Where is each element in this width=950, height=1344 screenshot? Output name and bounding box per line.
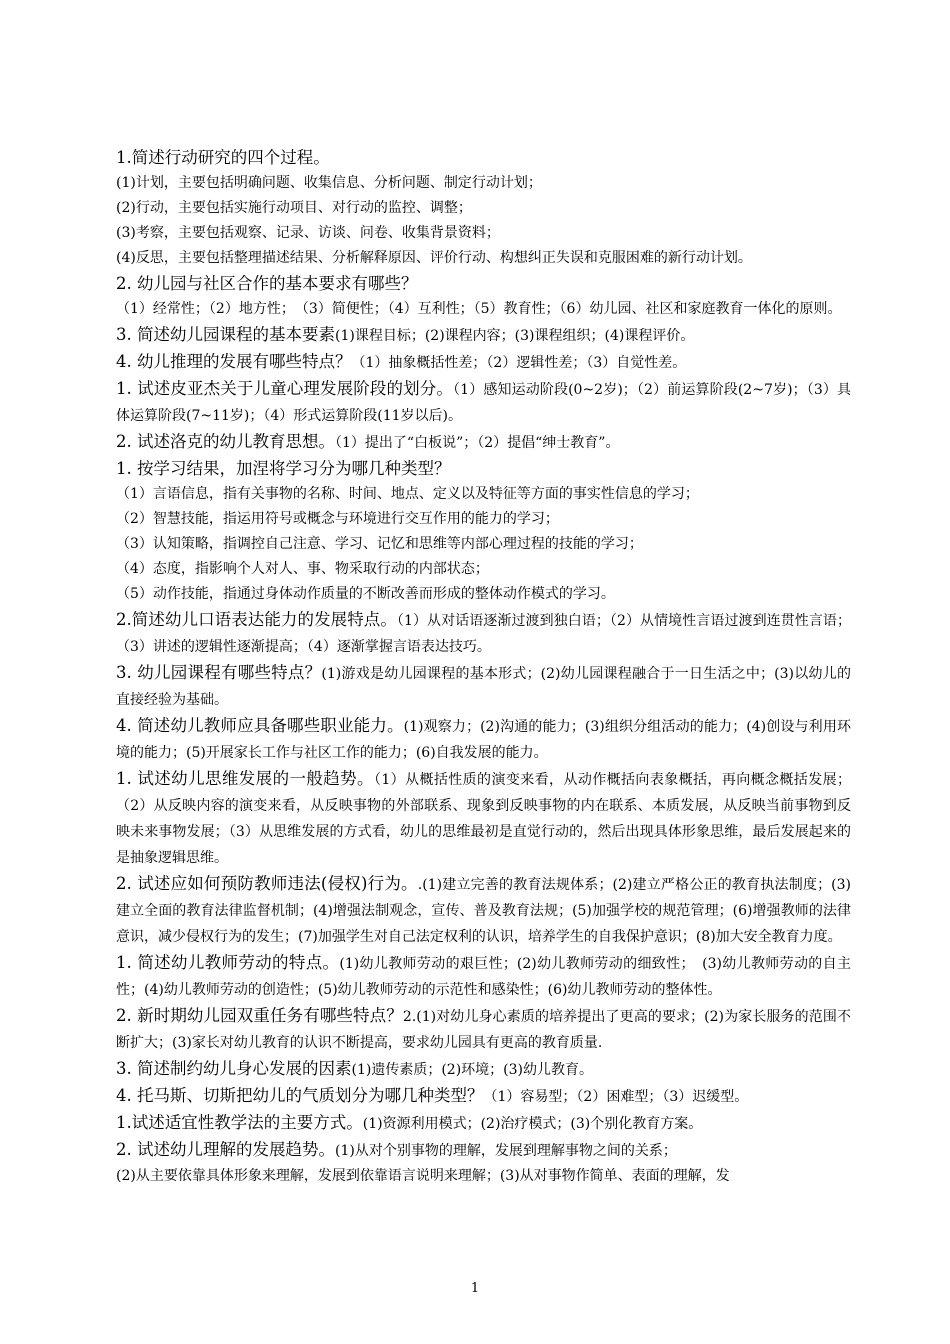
- answer-text: （1）提出了“白板说”；（2）提倡“绅士教育”。: [335, 435, 620, 451]
- answer-line: [116, 482, 851, 507]
- question-block: [116, 429, 851, 456]
- question-block: [116, 1083, 851, 1110]
- answer-text: （2）智慧技能，指运用符号或概念与环境进行交互作用的能力的学习；: [116, 511, 559, 527]
- question-title: 3. 幼儿园课程有哪些特点？: [116, 663, 322, 682]
- question-title: 4. 托马斯、切斯把幼儿的气质划分为哪几种类型？: [116, 1086, 484, 1105]
- question-title: 1.简述行动研究的四个过程。: [116, 148, 330, 167]
- answer-line: [116, 171, 851, 196]
- answer-text: (1)幼儿教师劳动的艰巨性；(2)幼儿教师劳动的细致性； (3)幼儿教师劳动的自主性；(4)幼儿教师劳动的创造性；(5)幼儿教师劳动的示范性和感染性；(6)幼儿教师劳动的整体性。: [116, 956, 851, 998]
- answer-line: [116, 582, 851, 607]
- question-block: [116, 1003, 851, 1056]
- answer-text: （4）态度，指影响个人对人、事、物采取行动的内部状态；: [116, 561, 489, 577]
- question-title: 2. 新时期幼儿园双重任务有哪些特点？: [116, 1006, 403, 1025]
- question-title: 2. 试述应如何预防教师违法(侵权)行为。: [116, 874, 418, 893]
- answer-line: [116, 557, 851, 582]
- answer-text: （1）抽象概括性差；（2）逻辑性差；（3）自觉性差。: [351, 355, 687, 371]
- question-block: [116, 1110, 851, 1137]
- answer-line: [116, 297, 851, 322]
- answer-text: (2)从主要依靠具体形象来理解，发展到依靠语言说明来理解；(3)从对事物作简单、表面的理解，发: [116, 1168, 730, 1184]
- answer-line: [116, 221, 851, 246]
- answer-text: (1)资源利用模式；(2)治疗模式；(3)个别化教育方案。: [362, 1116, 703, 1132]
- question-title: 1. 简述幼儿教师劳动的特点。: [116, 953, 340, 972]
- answer-line: [116, 1164, 851, 1189]
- question-block: [116, 376, 851, 429]
- question-title: 2.简述幼儿口语表达能力的发展特点。: [116, 610, 397, 629]
- answer-text: (1)课程目标；(2)课程内容；(3)课程组织；(4)课程评价。: [335, 328, 695, 344]
- answer-text: （1）容易型；（2）困难型；（3）迟缓型。: [483, 1089, 749, 1105]
- answer-text: （1）感知运动阶段(0~2岁)；（2）前运算阶段(2~7岁)；（3）具体运算阶段(7~11岁)；（4）形式运算阶段(11岁以后)。: [116, 382, 851, 424]
- answer-text: （3）认知策略，指调控自己注意、学习、记忆和思维等内部心理过程的技能的学习；: [116, 536, 643, 552]
- answer-text: （1）言语信息，指有关事物的名称、时间、地点、定义以及特征等方面的事实性信息的学习；: [116, 486, 699, 502]
- question-block: [116, 950, 851, 1003]
- page-number: 1: [470, 1281, 480, 1296]
- question-title: 3. 简述幼儿园课程的基本要素: [116, 325, 335, 344]
- question-block: [116, 713, 851, 766]
- answer-line: [116, 507, 851, 532]
- answer-text: (1)从对个别事物的理解，发展到理解事物之间的关系；: [335, 1143, 677, 1159]
- question-title: 3. 简述制约幼儿身心发展的因素: [116, 1059, 352, 1078]
- question-title: 1. 试述幼儿思维发展的一般趋势。: [116, 769, 374, 788]
- answer-text: （1）从对话语逐渐过渡到独白语；（2）从情境性言语过渡到连贯性言语；（3）讲述的逻辑性逐渐提高；（4）逐渐掌握言语表达技巧。: [116, 613, 852, 655]
- question-title: 2. 幼儿园与社区合作的基本要求有哪些？: [116, 274, 418, 293]
- answer-text: (3)考察，主要包括观察、记录、访谈、问卷、收集背景资料；: [116, 225, 500, 241]
- question-title: 1. 试述皮亚杰关于儿童心理发展阶段的划分。: [116, 379, 454, 398]
- answer-text: (1)计划，主要包括明确问题、收集信息、分析问题、制定行动计划；: [116, 175, 542, 191]
- question-title: 4. 简述幼儿教师应具备哪些职业能力。: [116, 716, 404, 735]
- question-title: 1.试述适宜性教学法的主要方式。: [116, 1113, 363, 1132]
- question-block: [116, 660, 851, 713]
- answer-text: (1)游戏是幼儿园课程的基本形式；(2)幼儿园课程融合于一日生活之中；(3)以幼儿的直接经验为基础。: [116, 666, 851, 708]
- question-block: [116, 1056, 851, 1083]
- question-title: 1. 按学习结果，加涅将学习分为哪几种类型？: [116, 459, 451, 478]
- question-block: [116, 145, 851, 171]
- question-block: [116, 456, 851, 482]
- answer-text: （1）经常性；（2）地方性； （3）简便性；（4）互利性；（5）教育性；（6）幼儿园、社区和家庭教育一体化的原则。: [116, 301, 842, 317]
- answer-text: (1)遗传素质；(2)环境；(3)幼儿教育。: [351, 1062, 593, 1078]
- answer-text: （5）动作技能，指通过身体动作质量的不断改善而形成的整体动作模式的学习。: [116, 586, 615, 602]
- answer-text: （1）从概括性质的演变来看，从动作概括向表象概括，再向概念概括发展；（2）从反映内容的演变来看，从反映事物的外部联系、现象到反映事物的内在联系、本质发展，从反映当前事物到反映未来事物发展；（3）从思维发展的方式看，幼儿的思维最初是直觉行动的，然后出现具体形象思维，最后发展起来的是抽象逻辑思维。: [116, 772, 852, 866]
- answer-line: [116, 532, 851, 557]
- question-title: 2. 试述洛克的幼儿教育思想。: [116, 432, 335, 451]
- question-block: [116, 871, 851, 950]
- question-block: [116, 607, 851, 660]
- question-block: [116, 349, 851, 376]
- question-title: 4. 幼儿推理的发展有哪些特点？: [116, 352, 352, 371]
- answer-line: [116, 246, 851, 271]
- answer-text: (2)行动，主要包括实施行动项目、对行动的监控、调整；: [116, 200, 472, 216]
- answer-text: .(1)建立完善的教育法规体系；(2)建立严格公正的教育执法制度；(3)建立全面的教育法律监督机制；(4)增强法制观念，宣传、普及教育法规；(5)加强学校的规范管理；(6)增强教师的法律意识，减少侵权行为的发生；(7)加强学生对自己法定权利的认识，培养学生的自我保护意识；(8)加大安全教育力度。: [116, 877, 851, 945]
- question-block: [116, 322, 851, 349]
- document-body: [116, 145, 851, 1189]
- question-block: [116, 271, 851, 297]
- answer-text: (4)反思，主要包括整理描述结果、分析解释原因、评价行动、构想纠正失误和克服困难的新行动计划。: [116, 250, 752, 266]
- answer-text: (1)观察力；(2)沟通的能力；(3)组织分组活动的能力；(4)创设与利用环境的能力；(5)开展家长工作与社区工作的能力；(6)自我发展的能力。: [116, 719, 851, 761]
- answer-text: 2.(1)对幼儿身心素质的培养提出了更高的要求；(2)为家长服务的范围不断扩大；(3)家长对幼儿教育的认识不断提高，要求幼儿园具有更高的教育质量.: [116, 1009, 851, 1051]
- question-block: [116, 766, 851, 871]
- question-title: 2. 试述幼儿理解的发展趋势。: [116, 1140, 335, 1159]
- answer-line: [116, 196, 851, 221]
- question-block: [116, 1137, 851, 1164]
